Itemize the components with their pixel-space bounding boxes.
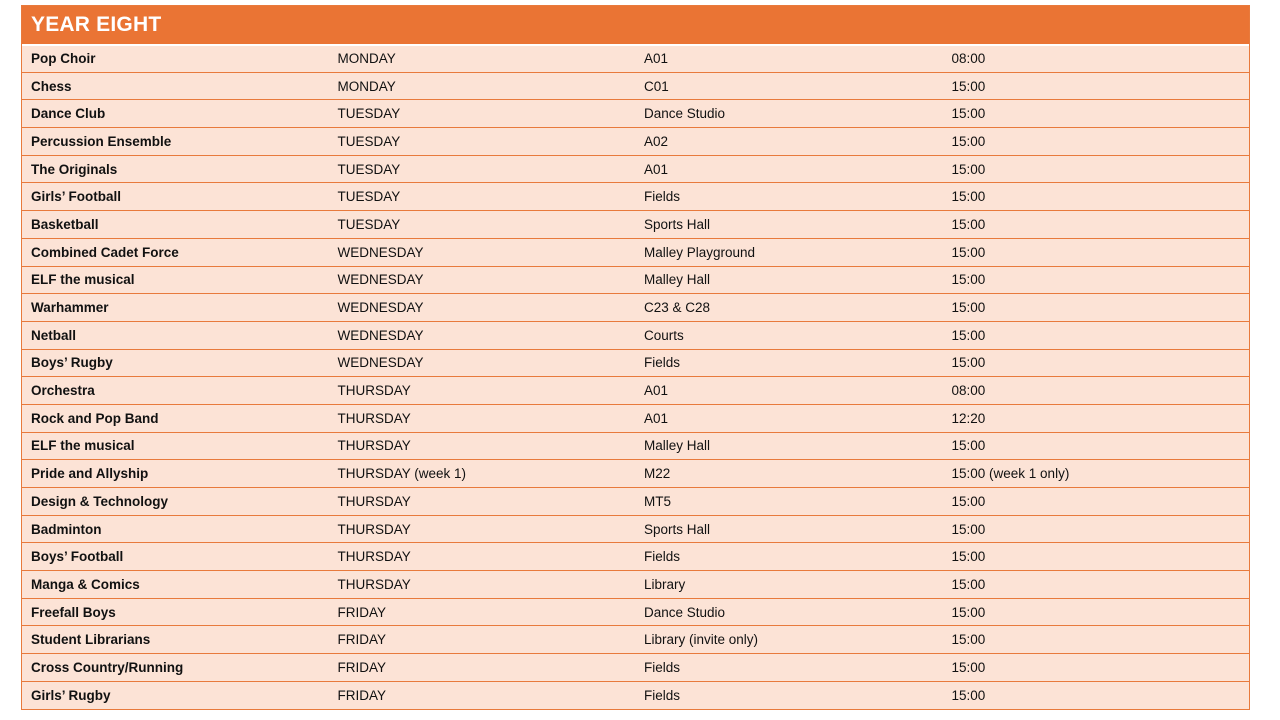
table-body [22, 44, 1249, 709]
table-row [22, 266, 1249, 294]
day-cell: THURSDAY [337, 383, 411, 399]
day-cell: FRIDAY [337, 687, 387, 703]
table-row [22, 570, 1249, 598]
activity-cell: Boys’ Football [31, 549, 124, 565]
activity-cell: Orchestra [31, 383, 95, 399]
table-row [22, 487, 1249, 515]
activity-cell: ELF the musical [31, 438, 135, 454]
time-cell: 15:00 [951, 604, 986, 620]
room-cell: MT5 [644, 493, 671, 509]
day-cell: FRIDAY [337, 604, 387, 620]
time-cell: 08:00 [951, 383, 986, 399]
table-row [22, 542, 1249, 570]
table-row [22, 321, 1249, 349]
room-cell: Library [644, 576, 686, 592]
time-cell: 15:00 [951, 106, 986, 122]
room-cell: Dance Studio [644, 604, 726, 620]
time-cell: 15:00 (week 1 only) [951, 466, 1070, 482]
day-cell: THURSDAY [337, 521, 411, 537]
day-cell: TUESDAY [337, 133, 401, 149]
activity-cell: Warhammer [31, 300, 109, 316]
time-cell: 15:00 [951, 189, 986, 205]
table-row [22, 376, 1249, 404]
day-cell: MONDAY [337, 51, 396, 67]
time-cell: 15:00 [951, 272, 986, 288]
room-cell: Fields [644, 189, 681, 205]
table-row [22, 155, 1249, 183]
table-row [22, 598, 1249, 626]
time-cell: 15:00 [951, 659, 986, 675]
day-cell: THURSDAY [337, 493, 411, 509]
day-cell: THURSDAY [337, 576, 411, 592]
day-cell: WEDNESDAY [337, 272, 424, 288]
time-cell: 15:00 [951, 244, 986, 260]
room-cell: Sports Hall [644, 521, 711, 537]
table-row [22, 681, 1249, 709]
time-cell: 15:00 [951, 576, 986, 592]
room-cell: C23 & C28 [644, 300, 711, 316]
table-row [22, 653, 1249, 681]
day-cell: WEDNESDAY [337, 300, 424, 316]
activity-cell: Freefall Boys [31, 604, 116, 620]
time-cell: 12:20 [951, 410, 986, 426]
day-cell: THURSDAY [337, 438, 411, 454]
table-title: YEAR EIGHT [22, 6, 1249, 44]
day-cell: WEDNESDAY [337, 327, 424, 343]
day-cell: TUESDAY [337, 161, 401, 177]
room-cell: A02 [644, 133, 669, 149]
room-cell: Fields [644, 687, 681, 703]
room-cell: Sports Hall [644, 216, 711, 232]
room-cell: A01 [644, 161, 669, 177]
activity-cell: Netball [31, 327, 77, 343]
time-cell: 15:00 [951, 521, 986, 537]
activity-cell: Pop Choir [31, 51, 96, 67]
room-cell: Fields [644, 549, 681, 565]
table-row [22, 72, 1249, 100]
table-row [22, 210, 1249, 238]
room-cell: Fields [644, 355, 681, 371]
table-row [22, 349, 1249, 377]
table-row [22, 432, 1249, 460]
table-row [22, 127, 1249, 155]
day-cell: TUESDAY [337, 106, 401, 122]
day-cell: WEDNESDAY [337, 244, 424, 260]
room-cell: Dance Studio [644, 106, 726, 122]
activity-cell: The Originals [31, 161, 118, 177]
time-cell: 15:00 [951, 78, 986, 94]
time-cell: 15:00 [951, 161, 986, 177]
time-cell: 15:00 [951, 687, 986, 703]
table-row [22, 625, 1249, 653]
time-cell: 15:00 [951, 133, 986, 149]
activity-cell: Percussion Ensemble [31, 133, 172, 149]
table-row [22, 293, 1249, 321]
day-cell: MONDAY [337, 78, 396, 94]
day-cell: THURSDAY [337, 410, 411, 426]
time-cell: 15:00 [951, 300, 986, 316]
activity-cell: ELF the musical [31, 272, 135, 288]
room-cell: Malley Hall [644, 272, 711, 288]
activity-cell: Girls’ Rugby [31, 687, 111, 703]
time-cell: 15:00 [951, 549, 986, 565]
room-cell: Malley Hall [644, 438, 711, 454]
time-cell: 15:00 [951, 438, 986, 454]
table-row [22, 44, 1249, 72]
room-cell: Library (invite only) [644, 632, 759, 648]
activity-cell: Pride and Allyship [31, 466, 149, 482]
activity-cell: Girls’ Football [31, 189, 122, 205]
room-cell: Fields [644, 659, 681, 675]
table-row [22, 99, 1249, 127]
time-cell: 15:00 [951, 327, 986, 343]
activity-cell: Chess [31, 78, 72, 94]
room-cell: C01 [644, 78, 669, 94]
day-cell: TUESDAY [337, 216, 401, 232]
activity-cell: Student Librarians [31, 632, 151, 648]
day-cell: TUESDAY [337, 189, 401, 205]
activity-cell: Cross Country/Running [31, 659, 184, 675]
table-row [22, 182, 1249, 210]
room-cell: Malley Playground [644, 244, 756, 260]
day-cell: FRIDAY [337, 659, 387, 675]
time-cell: 15:00 [951, 632, 986, 648]
table-row [22, 238, 1249, 266]
activity-cell: Combined Cadet Force [31, 244, 179, 260]
room-cell: M22 [644, 466, 671, 482]
time-cell: 08:00 [951, 51, 986, 67]
day-cell: THURSDAY (week 1) [337, 466, 467, 482]
activity-cell: Badminton [31, 521, 102, 537]
activity-cell: Dance Club [31, 106, 106, 122]
room-cell: Courts [644, 327, 684, 343]
room-cell: A01 [644, 51, 669, 67]
activity-cell: Design & Technology [31, 493, 169, 509]
room-cell: A01 [644, 410, 669, 426]
activity-cell: Rock and Pop Band [31, 410, 159, 426]
room-cell: A01 [644, 383, 669, 399]
day-cell: WEDNESDAY [337, 355, 424, 371]
day-cell: THURSDAY [337, 549, 411, 565]
time-cell: 15:00 [951, 216, 986, 232]
table-row [22, 515, 1249, 543]
activity-cell: Manga & Comics [31, 576, 140, 592]
table-row [22, 404, 1249, 432]
table-row [22, 459, 1249, 487]
activity-cell: Basketball [31, 216, 99, 232]
activity-cell: Boys’ Rugby [31, 355, 113, 371]
time-cell: 15:00 [951, 493, 986, 509]
time-cell: 15:00 [951, 355, 986, 371]
day-cell: FRIDAY [337, 632, 387, 648]
timetable [21, 5, 1250, 710]
